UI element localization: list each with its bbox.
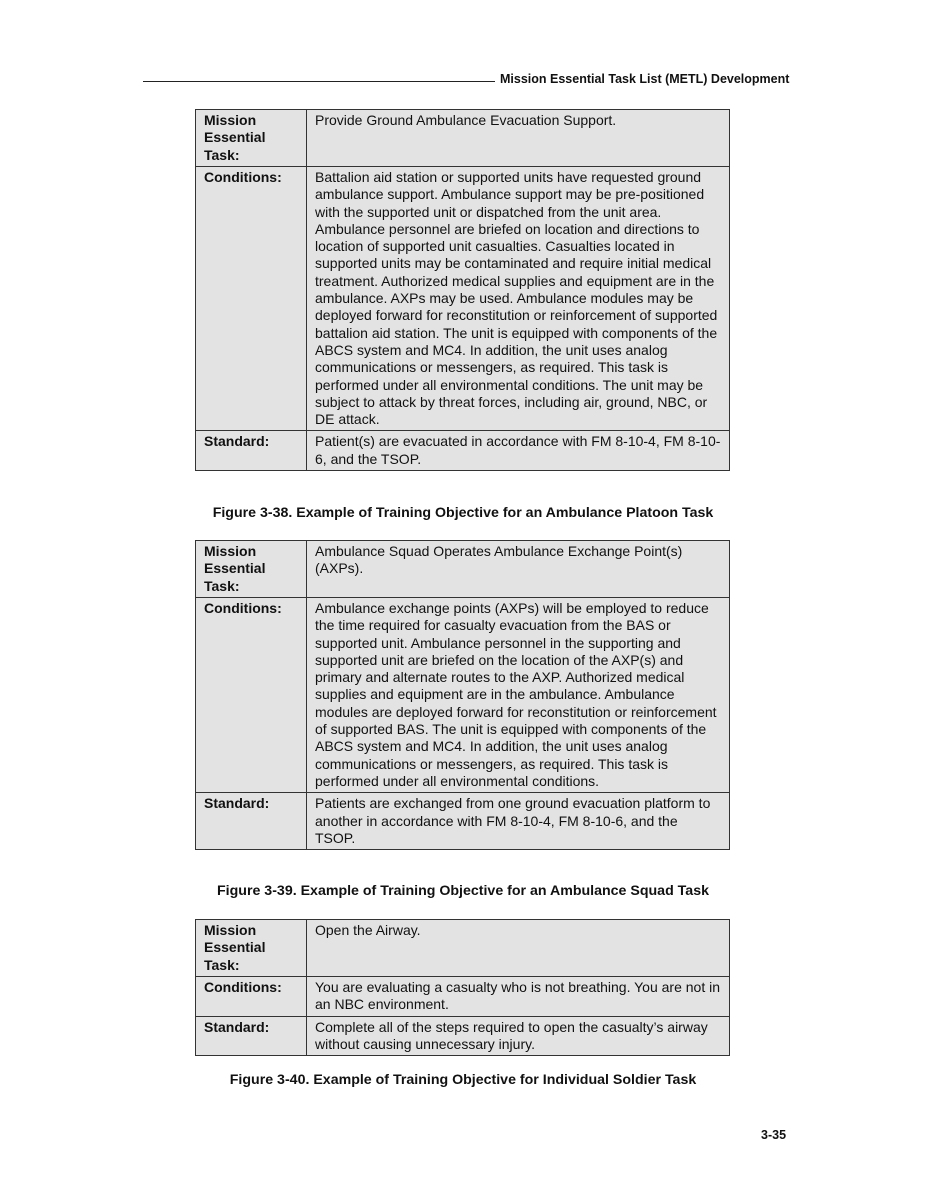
table-row	[196, 1016, 730, 1056]
table-row	[196, 977, 730, 1017]
conditions-text: You are evaluating a casualty who is not breathing. You are not in an NBC environment.	[307, 977, 730, 1017]
conditions-label: Conditions:	[196, 977, 307, 1017]
conditions-label: Conditions:	[196, 598, 307, 793]
conditions-text: Battalion aid station or supported units have requested ground ambulance support. Ambulance support may be pre-positioned with the supported unit or dispatched from the unit area. Ambulance personnel are briefed on location and directions to location of supported unit casualties. Casualties located in supported units may be contaminated and require initial medical treatment. Authorized medical supplies and equipment are in the ambulance. AXPs may be used. Ambulance modules may be deployed forward for reconstitution or reinforcement of supported battalion aid station. The unit is equipped with components of the ABCS system and MC4. In addition, the unit uses analog communications or messengers, as required. This task is performed under all environmental conditions. The unit may be subject to attack by threat forces, including air, ground, NBC, or DE attack.	[307, 167, 730, 431]
standard-label: Standard:	[196, 793, 307, 850]
mission-task-text: Provide Ground Ambulance Evacuation Support.	[307, 110, 730, 167]
table-row	[196, 167, 730, 431]
table-row	[196, 920, 730, 977]
table-row	[196, 541, 730, 598]
mission-task-text: Open the Airway.	[307, 920, 730, 977]
training-objective-table-squad	[195, 540, 730, 850]
conditions-label: Conditions:	[196, 167, 307, 431]
mission-task-label: Mission Essential Task:	[196, 110, 307, 167]
running-header-title: Mission Essential Task List (METL) Development	[500, 72, 790, 86]
header-rule	[143, 81, 495, 82]
table-row	[196, 110, 730, 167]
training-objective-table-platoon	[195, 109, 730, 471]
standard-text: Patients are exchanged from one ground evacuation platform to another in accordance with FM 8-10-4, FM 8-10-6, and the TSOP.	[307, 793, 730, 850]
page-number: 3-35	[761, 1128, 787, 1142]
mission-task-label: Mission Essential Task:	[196, 541, 307, 598]
table-row	[196, 598, 730, 793]
standard-label: Standard:	[196, 431, 307, 471]
table-row	[196, 431, 730, 471]
figure-caption: Figure 3-39. Example of Training Objective for an Ambulance Squad Task	[217, 883, 709, 899]
standard-text: Complete all of the steps required to open the casualty’s airway without causing unnecessary injury.	[307, 1016, 730, 1056]
conditions-text: Ambulance exchange points (AXPs) will be employed to reduce the time required for casualty evacuation from the BAS or supported unit. Ambulance personnel in the supporting and supported unit are briefed on the location of the AXP(s) and primary and alternate routes to the AXP. Authorized medical supplies and equipment are in the ambulance. Ambulance modules are deployed forward for reconstitution or reinforcement of supported BAS. The unit is equipped with components of the ABCS system and MC4. In addition, the unit uses analog communications or messengers, as required. This task is performed under all environmental conditions.	[307, 598, 730, 793]
figure-caption: Figure 3-40. Example of Training Objective for Individual Soldier Task	[229, 1072, 697, 1088]
figure-caption: Figure 3-38. Example of Training Objective for an Ambulance Platoon Task	[212, 505, 714, 521]
table-row	[196, 793, 730, 850]
standard-label: Standard:	[196, 1016, 307, 1056]
mission-task-label: Mission Essential Task:	[196, 920, 307, 977]
standard-text: Patient(s) are evacuated in accordance with FM 8-10-4, FM 8-10-6, and the TSOP.	[307, 431, 730, 471]
training-objective-table-individual	[195, 919, 730, 1056]
mission-task-text: Ambulance Squad Operates Ambulance Exchange Point(s) (AXPs).	[307, 541, 730, 598]
